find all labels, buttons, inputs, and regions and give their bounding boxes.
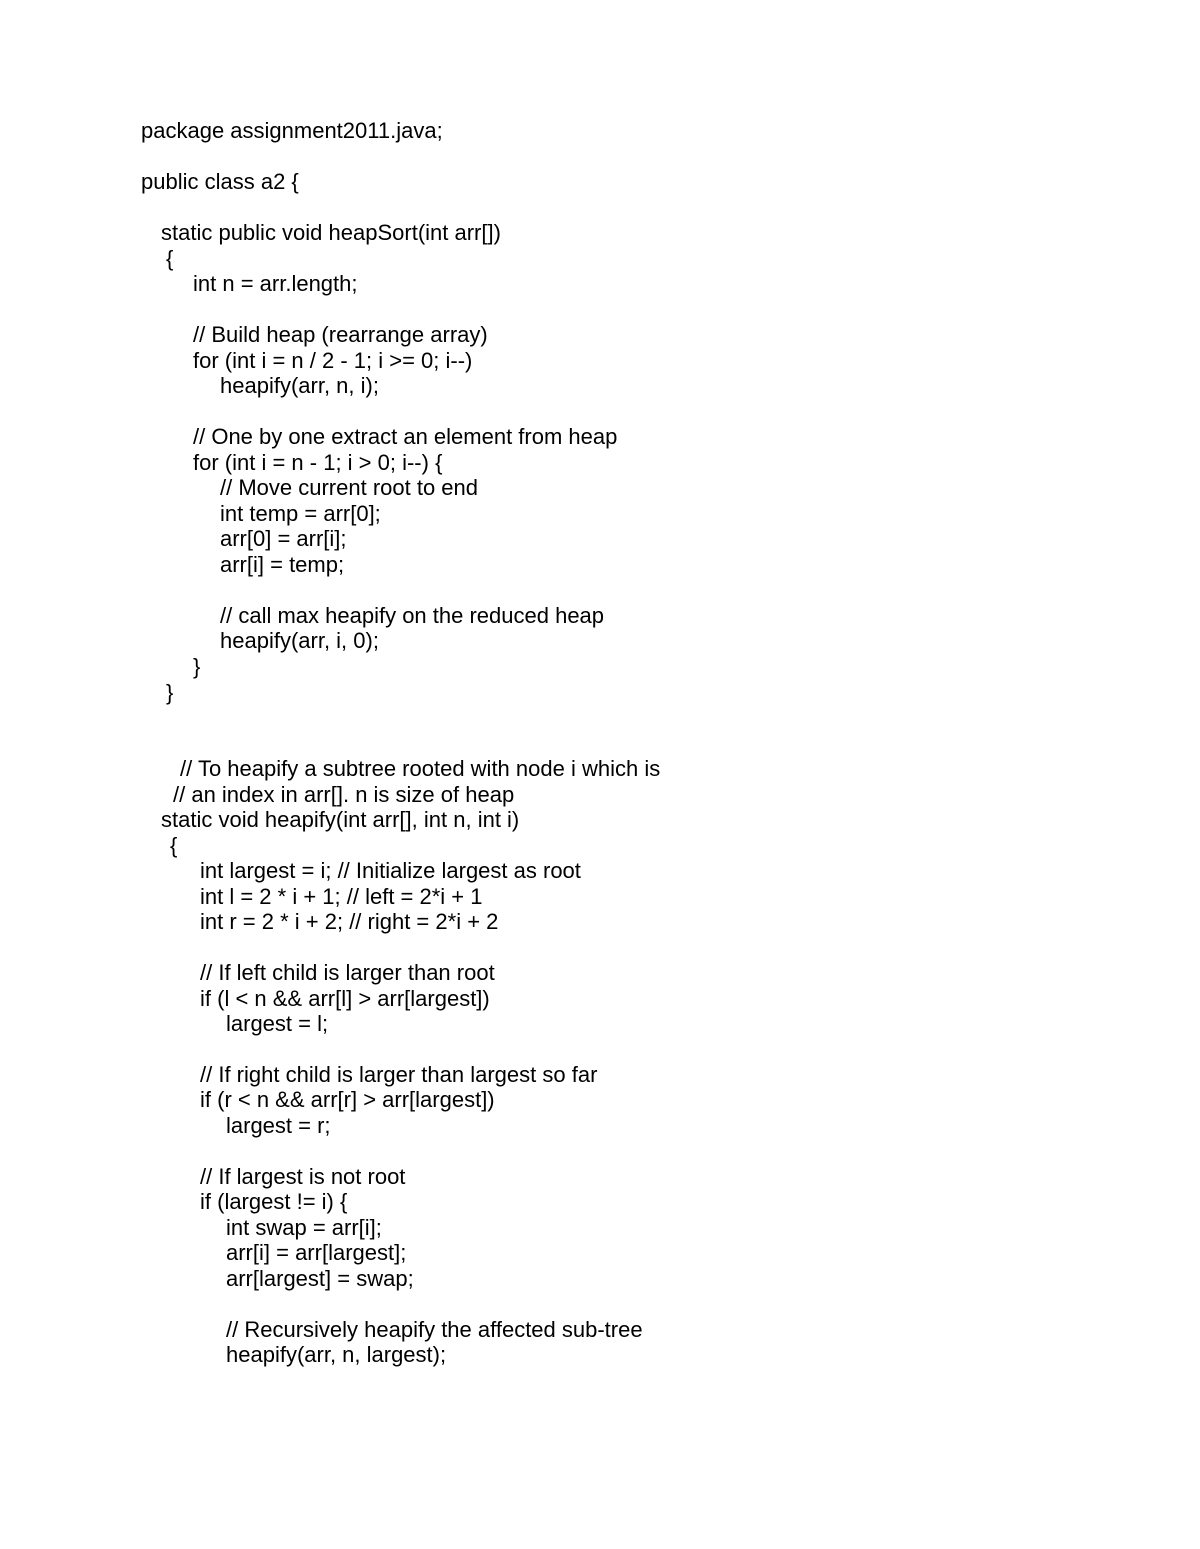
code-line-close-brace: }	[193, 654, 201, 679]
code-comment: // If largest is not root	[200, 1164, 406, 1189]
code-line-heapify-open-brace: {	[170, 833, 178, 858]
code-line: largest = r;	[226, 1113, 331, 1138]
code-line: largest = l;	[226, 1011, 329, 1036]
code-line-heapsort-close-brace: }	[166, 680, 174, 705]
code-line: if (l < n && arr[l] > arr[largest])	[200, 986, 490, 1011]
code-comment: // an index in arr[]. n is size of heap	[173, 782, 515, 807]
code-comment: // Recursively heapify the affected sub-tree	[226, 1317, 643, 1342]
code-comment: // If left child is larger than root	[200, 960, 495, 985]
code-line: int swap = arr[i];	[226, 1215, 382, 1240]
code-line: if (largest != i) {	[200, 1189, 348, 1214]
code-line: heapify(arr, n, i);	[220, 373, 379, 398]
code-line: arr[i] = temp;	[220, 552, 345, 577]
code-line: int r = 2 * i + 2; // right = 2*i + 2	[200, 909, 499, 934]
code-line: if (r < n && arr[r] > arr[largest])	[200, 1087, 495, 1112]
code-comment: // One by one extract an element from heap	[193, 424, 618, 449]
code-line: arr[i] = arr[largest];	[226, 1240, 407, 1265]
code-line-heapsort-open-brace: {	[166, 246, 174, 271]
code-line: heapify(arr, n, largest);	[226, 1342, 447, 1367]
code-line: for (int i = n / 2 - 1; i >= 0; i--)	[193, 348, 473, 373]
code-line-heapsort-signature: static public void heapSort(int arr[])	[161, 220, 501, 245]
code-line-package: package assignment2011.java;	[141, 118, 443, 143]
code-line: int l = 2 * i + 1; // left = 2*i + 1	[200, 884, 483, 909]
code-comment: // If right child is larger than largest so far	[200, 1062, 598, 1087]
code-line-heapify-signature: static void heapify(int arr[], int n, int i)	[161, 807, 520, 832]
code-line: int n = arr.length;	[193, 271, 358, 296]
code-line: arr[largest] = swap;	[226, 1266, 414, 1291]
code-comment: // To heapify a subtree rooted with node i which is	[180, 756, 661, 781]
code-line: for (int i = n - 1; i > 0; i--) {	[193, 450, 443, 475]
code-line: heapify(arr, i, 0);	[220, 628, 379, 653]
code-line: int temp = arr[0];	[220, 501, 381, 526]
code-comment: // Build heap (rearrange array)	[193, 322, 488, 347]
code-comment: // call max heapify on the reduced heap	[220, 603, 605, 628]
code-line: int largest = i; // Initialize largest as root	[200, 858, 581, 883]
code-comment: // Move current root to end	[220, 475, 479, 500]
code-line: arr[0] = arr[i];	[220, 526, 347, 551]
code-line-class-declaration: public class a2 {	[141, 169, 299, 194]
